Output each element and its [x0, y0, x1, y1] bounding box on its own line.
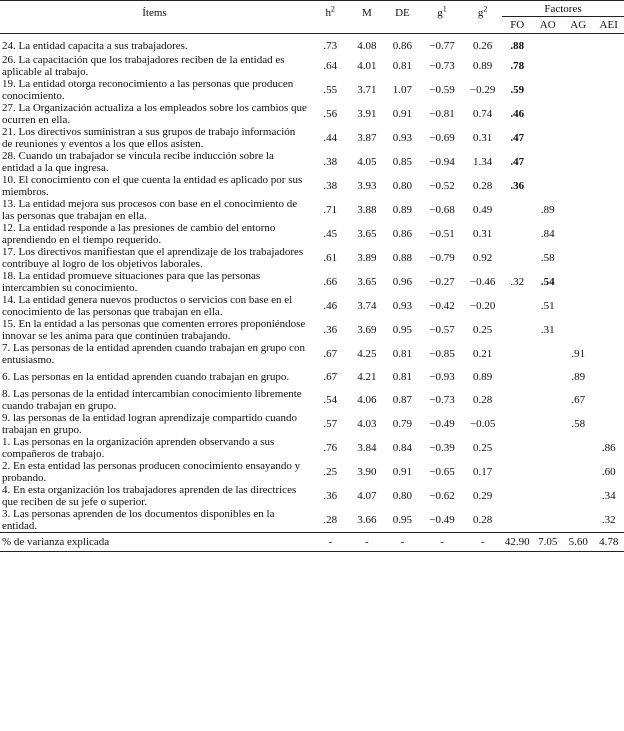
de-value: 0.86: [392, 228, 413, 240]
fo-loading: .46: [510, 108, 525, 120]
de-value: 0.88: [392, 252, 413, 264]
aei-loading: [593, 246, 624, 270]
ag-loading: [563, 270, 593, 294]
m-value: 3.89: [357, 252, 377, 264]
fo-loading: [502, 318, 532, 342]
g2-value: 0.92: [473, 252, 493, 264]
variance-row: [0, 533, 624, 552]
h2-value: .44: [323, 132, 338, 144]
ao-loading: [532, 484, 562, 508]
de-value: 0.95: [392, 324, 413, 336]
ag-loading: [563, 150, 593, 174]
ao-loading: [532, 508, 562, 533]
item-text: 10. El conocimiento con el que cuenta la entidad es aplicado por sus miembros.: [2, 174, 303, 198]
m-value: 4.03: [357, 418, 377, 430]
h2-value: .54: [323, 394, 338, 406]
ag-loading: [563, 102, 593, 126]
table-row: [0, 270, 624, 294]
aei-loading: [593, 388, 624, 412]
h2-value: .38: [323, 156, 338, 168]
ao-loading: [532, 436, 562, 460]
h2-value: .36: [323, 324, 338, 336]
m-value: 3.69: [357, 324, 377, 336]
ag-loading: [563, 126, 593, 150]
h2-value: .25: [323, 466, 338, 478]
aei-loading: [593, 198, 624, 222]
table-row: [0, 318, 624, 342]
ag-loading: .58: [571, 418, 586, 430]
header-g1-label: g: [437, 7, 443, 19]
m-value: 3.66: [357, 514, 377, 526]
ao-loading: [532, 366, 562, 388]
fo-loading: .32: [510, 276, 525, 288]
ao-loading: [532, 34, 562, 55]
aei-loading: [593, 54, 624, 78]
item-text: 1. Las personas en la organización aprenden observando a sus compañeros de trabajo.: [2, 436, 275, 460]
m-value: 4.01: [357, 60, 377, 72]
m-value: 4.25: [357, 348, 377, 360]
table-row: [0, 460, 624, 484]
h2-value: .45: [323, 228, 338, 240]
fo-loading: [502, 484, 532, 508]
table-body: [0, 34, 624, 552]
table-row: [0, 54, 624, 78]
ao-loading: [532, 54, 562, 78]
aei-loading: [593, 294, 624, 318]
fo-loading: [502, 460, 532, 484]
m-value: 3.84: [357, 442, 377, 454]
m-value: 3.93: [357, 180, 377, 192]
ag-loading: [563, 508, 593, 533]
m-value: 3.65: [357, 276, 377, 288]
ao-loading: [532, 460, 562, 484]
table-row: [0, 508, 624, 533]
m-value: 3.88: [357, 204, 377, 216]
item-text: 18. La entidad promueve situaciones para que las personas intercambien su conocimiento.: [2, 270, 261, 294]
m-value: 3.91: [357, 108, 377, 120]
table-row: [0, 246, 624, 270]
m-value: 4.08: [357, 39, 377, 52]
ao-loading: [532, 174, 562, 198]
aei-loading: [593, 102, 624, 126]
fo-loading: [502, 198, 532, 222]
variance-ag: 5.60: [563, 533, 593, 552]
aei-loading: [593, 126, 624, 150]
ao-loading: .58: [540, 252, 555, 264]
g1-value: −0.93: [429, 371, 455, 383]
h2-value: .46: [323, 300, 338, 312]
item-text: 28. Cuando un trabajador se vincula recibe inducción sobre la entidad a la que ingresa.: [2, 150, 274, 174]
h2-value: .64: [323, 60, 338, 72]
g1-value: −0.81: [429, 108, 455, 120]
ag-loading: [563, 34, 593, 55]
header-m: [350, 1, 385, 34]
de-value: 0.96: [392, 276, 413, 288]
fo-loading: [502, 366, 532, 388]
g1-value: −0.51: [429, 228, 455, 240]
fo-loading: [502, 342, 532, 366]
aei-loading: [593, 318, 624, 342]
ag-loading: [563, 294, 593, 318]
header-de: [384, 1, 421, 34]
item-text: 15. En la entidad a las personas que comenten errores proponiéndose innovar se les anima para que continúen trabajando.: [2, 318, 306, 342]
m-value: 3.65: [357, 228, 377, 240]
ao-loading: [532, 126, 562, 150]
item-text: 21. Los directivos suministran a sus grupos de trabajo información de reuniones y eventos a los que ellos asisten.: [2, 126, 296, 150]
g2-value: 0.74: [473, 108, 493, 120]
item-text: 6. Las personas en la entidad aprenden cuando trabajan en grupo.: [2, 371, 290, 383]
ag-loading: [563, 460, 593, 484]
variance-aei: 4.78: [593, 533, 624, 552]
h2-value: .67: [323, 371, 338, 383]
de-value: 0.84: [392, 442, 413, 454]
g1-value: −0.94: [429, 156, 455, 168]
aei-loading: [593, 270, 624, 294]
table-row: [0, 126, 624, 150]
ao-loading: .31: [540, 324, 555, 336]
variance-g1: -: [421, 533, 464, 552]
m-value: 4.05: [357, 156, 377, 168]
h2-value: .66: [323, 276, 338, 288]
header-g2: [463, 1, 502, 34]
aei-loading: [593, 366, 624, 388]
table-row: [0, 102, 624, 126]
aei-loading: [593, 34, 624, 55]
header-m-label: M: [361, 7, 372, 19]
de-value: 0.81: [392, 60, 413, 72]
aei-loading: .60: [601, 466, 616, 478]
g1-value: −0.85: [429, 348, 455, 360]
h2-value: .28: [323, 514, 338, 526]
g2-value: 0.26: [473, 39, 493, 52]
g1-value: −0.73: [429, 60, 455, 72]
de-value: 1.07: [392, 84, 413, 96]
g2-value: 0.17: [473, 466, 493, 478]
g1-value: −0.69: [429, 132, 455, 144]
fo-loading: [502, 508, 532, 533]
ag-loading: [563, 222, 593, 246]
g1-value: −0.59: [429, 84, 455, 96]
item-text: 27. La Organización actualiza a los empleados sobre los cambios que ocurren en ella.: [2, 102, 307, 126]
item-text: 8. Las personas de la entidad intercambian conocimiento libremente cuando trabajan en grupo.: [2, 388, 302, 412]
de-value: 0.95: [392, 514, 413, 526]
header-aei: AEI: [599, 19, 618, 31]
g2-value: 0.89: [473, 60, 493, 72]
h2-value: .73: [323, 39, 338, 52]
de-value: 0.91: [392, 108, 413, 120]
g1-value: −0.42: [429, 300, 455, 312]
ag-loading: [563, 174, 593, 198]
header-g1-sup: 1: [442, 4, 447, 14]
g2-value: 0.49: [473, 204, 493, 216]
m-value: 4.06: [357, 394, 377, 406]
h2-value: .57: [323, 418, 338, 430]
de-value: 0.93: [392, 132, 413, 144]
table-row: [0, 222, 624, 246]
g2-value: 0.89: [473, 371, 493, 383]
ag-loading: [563, 54, 593, 78]
h2-value: .71: [323, 204, 338, 216]
table-row: [0, 174, 624, 198]
de-value: 0.80: [392, 180, 413, 192]
g1-value: −0.79: [429, 252, 455, 264]
ao-loading: [532, 388, 562, 412]
ag-loading: [563, 318, 593, 342]
de-value: 0.81: [392, 348, 413, 360]
h2-value: .38: [323, 180, 338, 192]
g2-value: 0.25: [473, 324, 493, 336]
g2-value: 0.21: [473, 348, 493, 360]
variance-h2: -: [311, 533, 350, 552]
ag-loading: .91: [571, 348, 586, 360]
g2-value: −0.20: [469, 300, 496, 312]
header-g1: [421, 1, 464, 34]
de-value: 0.89: [392, 204, 413, 216]
table-row: [0, 436, 624, 460]
fo-loading: [502, 222, 532, 246]
item-text: 14. La entidad genera nuevos productos o servicios con base en el conocimiento de las personas que trabajan en ella.: [2, 294, 293, 318]
table-row: [0, 388, 624, 412]
g1-value: −0.68: [429, 204, 455, 216]
g2-value: −0.29: [469, 84, 496, 96]
g2-value: 0.28: [473, 180, 493, 192]
g1-value: −0.49: [429, 514, 455, 526]
g2-value: −0.05: [469, 418, 496, 430]
g2-value: 0.31: [473, 132, 493, 144]
header-h2-sup: 2: [331, 4, 336, 14]
item-text: 13. La entidad mejora sus procesos con base en el conocimiento de las personas que trabajan en ella.: [2, 198, 298, 222]
variance-de: -: [384, 533, 421, 552]
aei-loading: [593, 174, 624, 198]
aei-loading: [593, 78, 624, 102]
ao-loading: [532, 102, 562, 126]
fo-loading: .59: [510, 84, 525, 96]
table-row: [0, 198, 624, 222]
header-h2: [311, 1, 350, 34]
ao-loading: .89: [540, 204, 555, 216]
h2-value: .36: [323, 490, 338, 502]
fo-loading: [502, 436, 532, 460]
item-text: 24. La entidad capacita a sus trabajadores.: [2, 39, 188, 52]
de-value: 0.93: [392, 300, 413, 312]
item-text: 2. En esta entidad las personas producen conocimiento ensayando y probando.: [2, 460, 301, 484]
m-value: 3.71: [357, 84, 377, 96]
item-text: 9. las personas de la entidad logran aprendizaje compartido cuando trabajan en grupo.: [2, 412, 298, 436]
g1-value: −0.77: [429, 39, 455, 52]
item-text: 7. Las personas de la entidad aprenden cuando trabajan en grupo con entusiasmo.: [2, 342, 305, 366]
header-g2-label: g: [477, 7, 484, 19]
g1-value: −0.65: [429, 466, 455, 478]
header-ag: AG: [570, 19, 587, 31]
de-value: 0.85: [392, 156, 413, 168]
table-row: [0, 484, 624, 508]
h2-value: .56: [323, 108, 338, 120]
table-row: [0, 342, 624, 366]
g2-value: 0.29: [473, 490, 493, 502]
header-factores-label: Factores: [544, 3, 582, 15]
aei-loading: .34: [601, 490, 616, 502]
m-value: 4.07: [357, 490, 377, 502]
de-value: 0.80: [392, 490, 413, 502]
g2-value: −0.46: [469, 276, 496, 288]
m-value: 3.74: [357, 300, 377, 312]
variance-label: % de varianza explicada: [0, 533, 311, 552]
h2-value: .76: [323, 442, 338, 454]
g2-value: 0.25: [473, 442, 493, 454]
header-h2-label: h: [325, 7, 332, 19]
header-items-label: Ítems: [142, 7, 167, 19]
ao-loading: .54: [540, 276, 555, 288]
h2-value: .67: [323, 348, 338, 360]
variance-ao: 7.05: [532, 533, 562, 552]
g1-value: −0.52: [429, 180, 455, 192]
de-value: 0.86: [392, 39, 413, 52]
aei-loading: .86: [601, 442, 616, 454]
header-ao: AO: [539, 19, 556, 31]
item-text: 4. En esta organización los trabajadores aprenden de las directrices que reciben de su jefe o superior.: [2, 484, 297, 508]
ao-loading: .51: [540, 300, 555, 312]
ag-loading: .89: [571, 371, 586, 383]
variance-fo: 42.90: [502, 533, 532, 552]
header-g2-sup: 2: [483, 4, 488, 14]
item-text: 26. La capacitación que los trabajadores reciben de la entidad es aplicable al trabajo.: [2, 54, 285, 78]
ao-loading: [532, 78, 562, 102]
ao-loading: .84: [540, 228, 555, 240]
item-text: 3. Las personas aprenden de los documentos disponibles en la entidad.: [2, 508, 275, 532]
item-text: 19. La entidad otorga reconocimiento a las personas que producen conocimiento.: [2, 78, 294, 102]
de-value: 0.79: [392, 418, 413, 430]
g2-value: 1.34: [473, 156, 493, 168]
g1-value: −0.49: [429, 418, 455, 430]
aei-loading: [593, 222, 624, 246]
ao-loading: [532, 342, 562, 366]
aei-loading: [593, 342, 624, 366]
fo-loading: [502, 246, 532, 270]
table-row: [0, 78, 624, 102]
header-fo: FO: [510, 19, 525, 31]
g1-value: −0.73: [429, 394, 455, 406]
ao-loading: [532, 150, 562, 174]
g2-value: 0.28: [473, 394, 493, 406]
de-value: 0.91: [392, 466, 413, 478]
g1-value: −0.62: [429, 490, 455, 502]
g2-value: 0.28: [473, 514, 493, 526]
fo-loading: .47: [510, 156, 525, 168]
g1-value: −0.57: [429, 324, 455, 336]
variance-m: -: [350, 533, 385, 552]
table-row: [0, 366, 624, 388]
aei-loading: [593, 150, 624, 174]
table-row: [0, 294, 624, 318]
ag-loading: .67: [571, 394, 586, 406]
ag-loading: [563, 484, 593, 508]
header-factores: [502, 1, 624, 17]
fo-loading: .47: [510, 132, 525, 144]
h2-value: .61: [323, 252, 338, 264]
m-value: 3.87: [357, 132, 377, 144]
fo-loading: .88: [510, 39, 525, 52]
h2-value: .55: [323, 84, 338, 96]
variance-g2: -: [463, 533, 502, 552]
table-row: [0, 34, 624, 55]
fo-loading: [502, 388, 532, 412]
fo-loading: .78: [510, 60, 525, 72]
aei-loading: [593, 412, 624, 436]
aei-loading: .32: [601, 514, 616, 526]
m-value: 3.90: [357, 466, 377, 478]
g1-value: −0.27: [429, 276, 455, 288]
item-text: 17. Los directivos manifiestan que el aprendizaje de los trabajadores contribuye al logro de los objetivos laborales.: [2, 246, 304, 270]
fo-loading: [502, 294, 532, 318]
de-value: 0.87: [392, 394, 413, 406]
de-value: 0.81: [392, 371, 413, 383]
g1-value: −0.39: [429, 442, 455, 454]
header-de-label: DE: [395, 7, 410, 19]
g2-value: 0.31: [473, 228, 493, 240]
ag-loading: [563, 246, 593, 270]
ag-loading: [563, 198, 593, 222]
ag-loading: [563, 78, 593, 102]
ao-loading: [532, 412, 562, 436]
fo-loading: [502, 412, 532, 436]
item-text: 12. La entidad responde a las presiones de cambio del entorno aprendiendo en el tiempo requerido.: [2, 222, 276, 246]
m-value: 4.21: [357, 371, 377, 383]
header-items: [0, 1, 311, 34]
ag-loading: [563, 436, 593, 460]
fo-loading: .36: [510, 180, 525, 192]
table-row: [0, 150, 624, 174]
table-row: [0, 412, 624, 436]
